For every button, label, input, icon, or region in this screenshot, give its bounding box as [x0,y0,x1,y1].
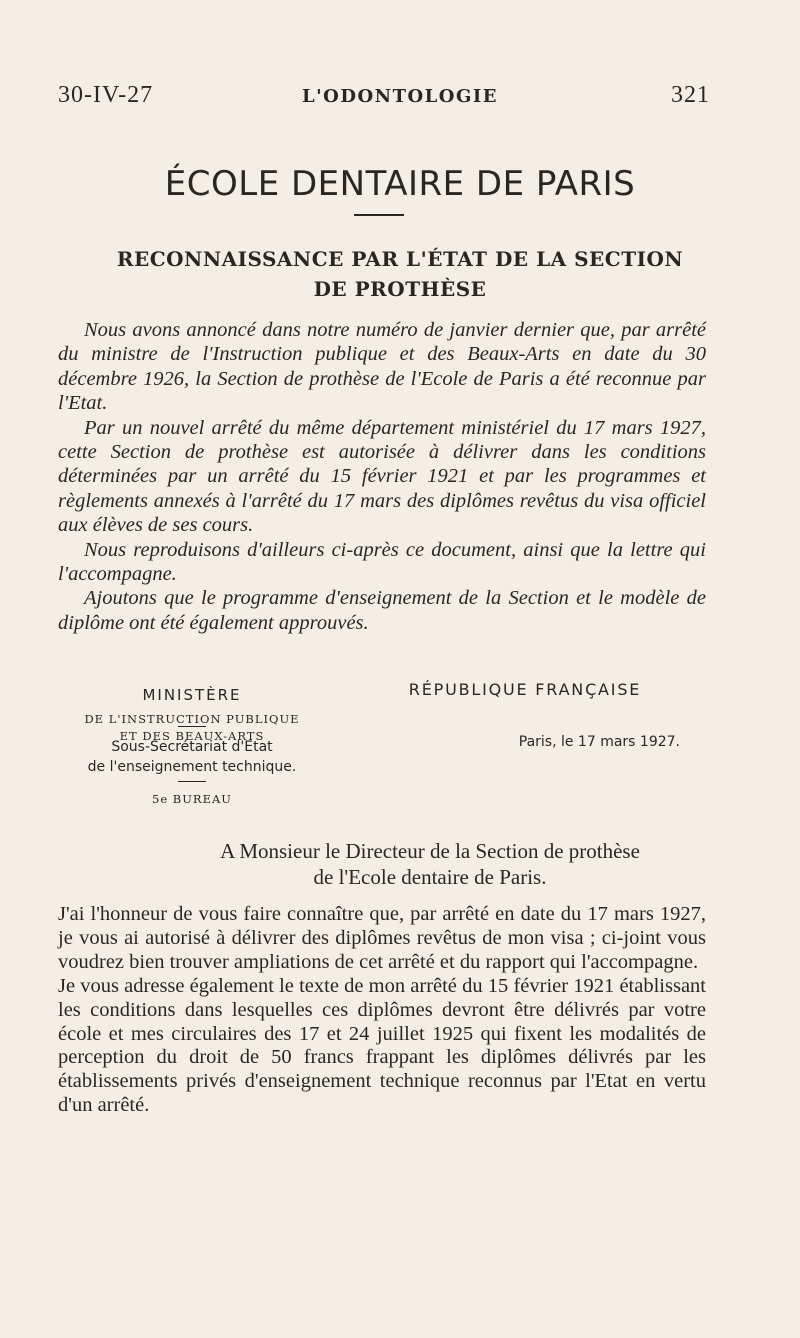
letterhead-line1: DE L'INSTRUCTION PUBLIQUE [84,712,300,726]
intro-paragraph-4: Ajoutons que le programme d'enseignement de la Section et le modèle de diplôme ont été également approuvés. [58,587,706,634]
addressee-line1: A Monsieur le Directeur de la Section de prothèse [220,839,640,863]
letterhead-rule-2 [178,781,206,782]
addressee-line2: de l'Ecole dentaire de Paris. [313,865,547,889]
letter-date: Paris, le 17 mars 1927. [518,734,680,750]
journal-title: L'ODONTOLOGIE [301,86,498,107]
intro-paragraph-1: Nous avons annoncé dans notre numéro de janvier dernier que, par arrêté du ministre de l'Instruction publique et des Beaux-Arts en date du 30 décembre 1926, la Section de prothèse de l'Ecole de Paris a été reconnue par l'Etat. [58,319,706,415]
page-number: 321 [671,82,710,108]
letter-paragraph-2: Je vous adresse également le texte de mon arrêté du 15 février 1921 établissant les conditions dans lesquelles ces diplômes devront être délivrés par votre école et mes circulaires des 17 et 24 juillet 1925 qui fixent les modalités de perception du droit de 50 francs frappant les diplômes délivrés par les établissements privés d'enseignement technique reconnus par l'Etat en vertu d'un arrêté. [58,974,706,1117]
page-title: ÉCOLE DENTAIRE DE PARIS [164,164,636,204]
letter-paragraph-1: J'ai l'honneur de vous faire connaître que, par arrêté en date du 17 mars 1927, je vous ai autorisé à délivrer des diplômes revêtus de mon visa ; ci-joint vous voudrez bien trouver ampliations de cet arrêté et du rapport qui l'accompagne. [58,903,706,973]
sous-secretariat-line2: de l'enseignement technique. [87,759,297,775]
letter-addressee [140,838,720,890]
section-heading-line1: RECONNAISSANCE PAR L'ÉTAT DE LA SECTION [116,247,684,271]
letterhead-rule-1 [178,726,206,727]
section-heading-line2: DE PROTHÈSE [313,277,487,301]
intro-paragraph-2: Par un nouvel arrêté du même département ministériel du 17 mars 1927, cette Section de prothèse est autorisée à délivrer dans les conditions déterminées par un arrêté du 15 février 1921 et par les programmes et règlements annexés à l'arrêté du 17 mars des diplômes revêtus du visa officiel aux élèves de ses cours. [58,416,706,537]
republique-heading: RÉPUBLIQUE FRANÇAISE [408,680,642,699]
letterhead-line2: ET DES BEAUX-ARTS [119,729,265,743]
letterhead-bureau: 5e BUREAU [152,792,232,806]
letter-body [58,903,706,1118]
letterhead-ministere: MINISTÈRE [142,686,242,704]
header-date: 30-IV-27 [58,82,154,108]
section-heading [40,244,760,304]
letterhead-sous-secretariat [52,737,332,777]
sous-secretariat-line1: Sous-Secrétariat d'Etat [111,739,273,755]
intro-text [58,318,706,635]
title-rule [354,214,404,216]
intro-paragraph-3: Nous reproduisons d'ailleurs ci-après ce document, ainsi que la lettre qui l'accompagne. [58,538,706,586]
